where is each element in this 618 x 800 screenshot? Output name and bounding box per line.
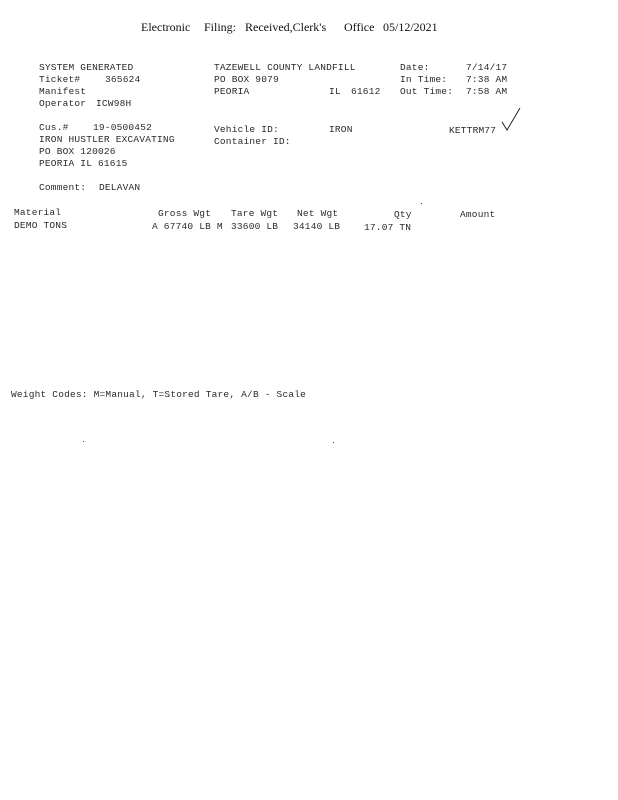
container-id-label: Container ID: — [214, 136, 291, 147]
operator-label: Operator — [39, 98, 87, 109]
weight-codes-note: Weight Codes: M=Manual, T=Stored Tare, A/B - Scale — [11, 389, 307, 400]
in-time-value: 7:38 AM — [466, 74, 508, 85]
facility-city: PEORIA — [214, 86, 250, 97]
facility-state: IL — [329, 86, 341, 97]
check-mark-icon — [500, 106, 524, 134]
customer-city-line: PEORIA IL 61615 — [39, 158, 128, 169]
stamp-received: Received,Clerk's — [245, 20, 327, 34]
comment-value: DELAVAN — [99, 182, 141, 193]
customer-number: 19-0500452 — [93, 122, 153, 133]
vehicle-plate: KETTRM77 — [449, 125, 497, 136]
row-gross: A 67740 LB M — [152, 221, 223, 232]
facility-po-box: PO BOX 9079 — [214, 74, 279, 85]
in-time-label: In Time: — [400, 74, 448, 85]
date-label: Date: — [400, 62, 430, 73]
facility-name: TAZEWELL COUNTY LANDFILL — [214, 62, 356, 73]
ticket-number: 365624 — [105, 74, 141, 85]
customer-name: IRON HUSTLER EXCAVATING — [39, 134, 175, 145]
row-material: DEMO TONS — [14, 220, 68, 231]
col-material-header: Material — [14, 207, 62, 218]
vehicle-id-label: Vehicle ID: — [214, 124, 279, 135]
scan-speck — [83, 441, 84, 442]
scan-speck — [421, 203, 422, 204]
ticket-label: Ticket# — [39, 74, 81, 85]
vehicle-id-value: IRON — [329, 124, 353, 135]
stamp-electronic: Electronic — [141, 20, 191, 34]
out-time-label: Out Time: — [400, 86, 454, 97]
date-value: 7/14/17 — [466, 62, 508, 73]
scan-speck — [333, 442, 334, 443]
row-qty: 17.07 TN — [364, 222, 412, 233]
out-time-value: 7:58 AM — [466, 86, 508, 97]
facility-zip: 61612 — [351, 86, 381, 97]
col-gross-header: Gross Wgt — [158, 208, 212, 219]
col-qty-header: Qty — [394, 209, 412, 220]
stamp-office: Office — [344, 20, 375, 34]
col-tare-header: Tare Wgt — [231, 208, 279, 219]
filing-stamp — [0, 20, 618, 38]
system-generated: SYSTEM GENERATED — [39, 62, 134, 73]
row-tare: 33600 LB — [231, 221, 279, 232]
col-net-header: Net Wgt — [297, 208, 339, 219]
row-net: 34140 LB — [293, 221, 341, 232]
customer-label: Cus.# — [39, 122, 69, 133]
customer-po-box: PO BOX 120026 — [39, 146, 116, 157]
manifest-label: Manifest — [39, 86, 87, 97]
comment-label: Comment: — [39, 182, 87, 193]
stamp-filing: Filing: — [204, 20, 237, 34]
col-amount-header: Amount — [460, 209, 496, 220]
operator-value: ICW98H — [96, 98, 132, 109]
stamp-date: 05/12/2021 — [383, 20, 438, 34]
